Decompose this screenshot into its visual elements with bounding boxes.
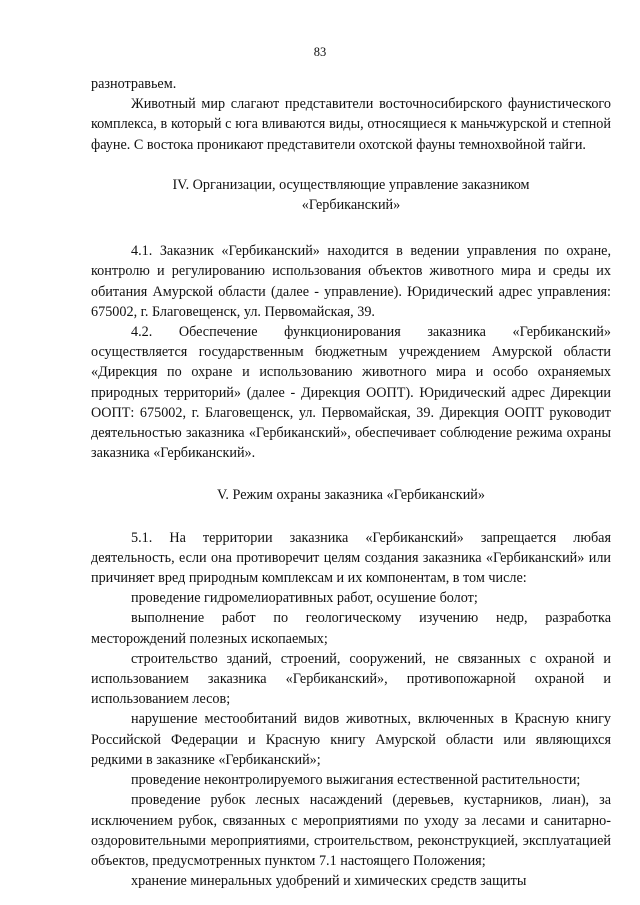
paragraph-continuation: разнотравьем. <box>91 76 177 92</box>
list-item: выполнение работ по геологическому изучению недр, разработка месторождений полезных ископаемых; <box>91 610 611 647</box>
list-item: строительство зданий, строений, сооружений, не связанных с охраной и использованием заказника «Гербиканский», противопожарной охраной и использованием лесов; <box>91 650 611 708</box>
paragraph-fauna: Животный мир слагают представители восточносибирского фаунистического комплекса, в который с юга вливаются виды, относящиеся к маньчжурской и степной фауне. С востока проникают представители охотской фауны темнохвойной тайги. <box>91 96 611 153</box>
section-5-heading: V. Режим охраны заказника «Гербиканский» <box>217 487 485 504</box>
paragraph-4-2: 4.2. Обеспечение функционирования заказника «Гербиканский» осуществляется государственным бюджетным учреждением Амурской области «Дирекция по охране и использованию животного мира и особо охраняемых природных территорий» (далее - Дирекция ООПТ). Юридический адрес Дирекции ООПТ: 675002, г. Благовещенск, ул. Первомайская, 39. Дирекция ООПТ руководит деятельностью заказника «Гербиканский», обеспечивает соблюдение режима охраны заказника «Гербиканский». <box>91 324 611 462</box>
list-item: проведение неконтролируемого выжигания естественной растительности; <box>131 772 581 789</box>
list-item: проведение рубок лесных насаждений (деревьев, кустарников, лиан), за исключением рубок, связанных с мероприятиями по уходу за лесами и санитарно-оздоровительными мероприятиями, строительством, реконструкцией, эксплуатацией объектов, предусмотренных пунктом 7.1 настоящего Положения; <box>91 792 611 869</box>
paragraph-4-1: 4.1. Заказник «Гербиканский» находится в ведении управления по охране, контролю и регулированию использования объектов животного мира и среды их обитания Амурской области (далее - управление). Юридический адрес управления: 675002, г. Благовещенск, ул. Первомайская, 39. <box>91 243 611 320</box>
paragraph-5-1: 5.1. На территории заказника «Гербиканский» запрещается любая деятельность, если она противоречит целям создания заказника «Гербиканский» или причиняет вред природным комплексам и их компонентам, в том числе: <box>91 529 611 587</box>
section-4-heading-line1: IV. Организации, осуществляющие управление заказником <box>172 176 530 193</box>
list-item: нарушение местообитаний видов животных, включенных в Красную книгу Российской Федерации и Красную книгу Амурской области или являющихся редкими в заказнике «Гербиканский»; <box>91 711 611 768</box>
page-number: 83 <box>313 45 327 59</box>
list-item: проведение гидромелиоративных работ, осушение болот; <box>131 590 478 607</box>
page-content <box>91 74 611 891</box>
section-4-heading-line2: «Гербиканский» <box>301 197 401 214</box>
list-item: хранение минеральных удобрений и химических средств защиты <box>131 873 527 890</box>
